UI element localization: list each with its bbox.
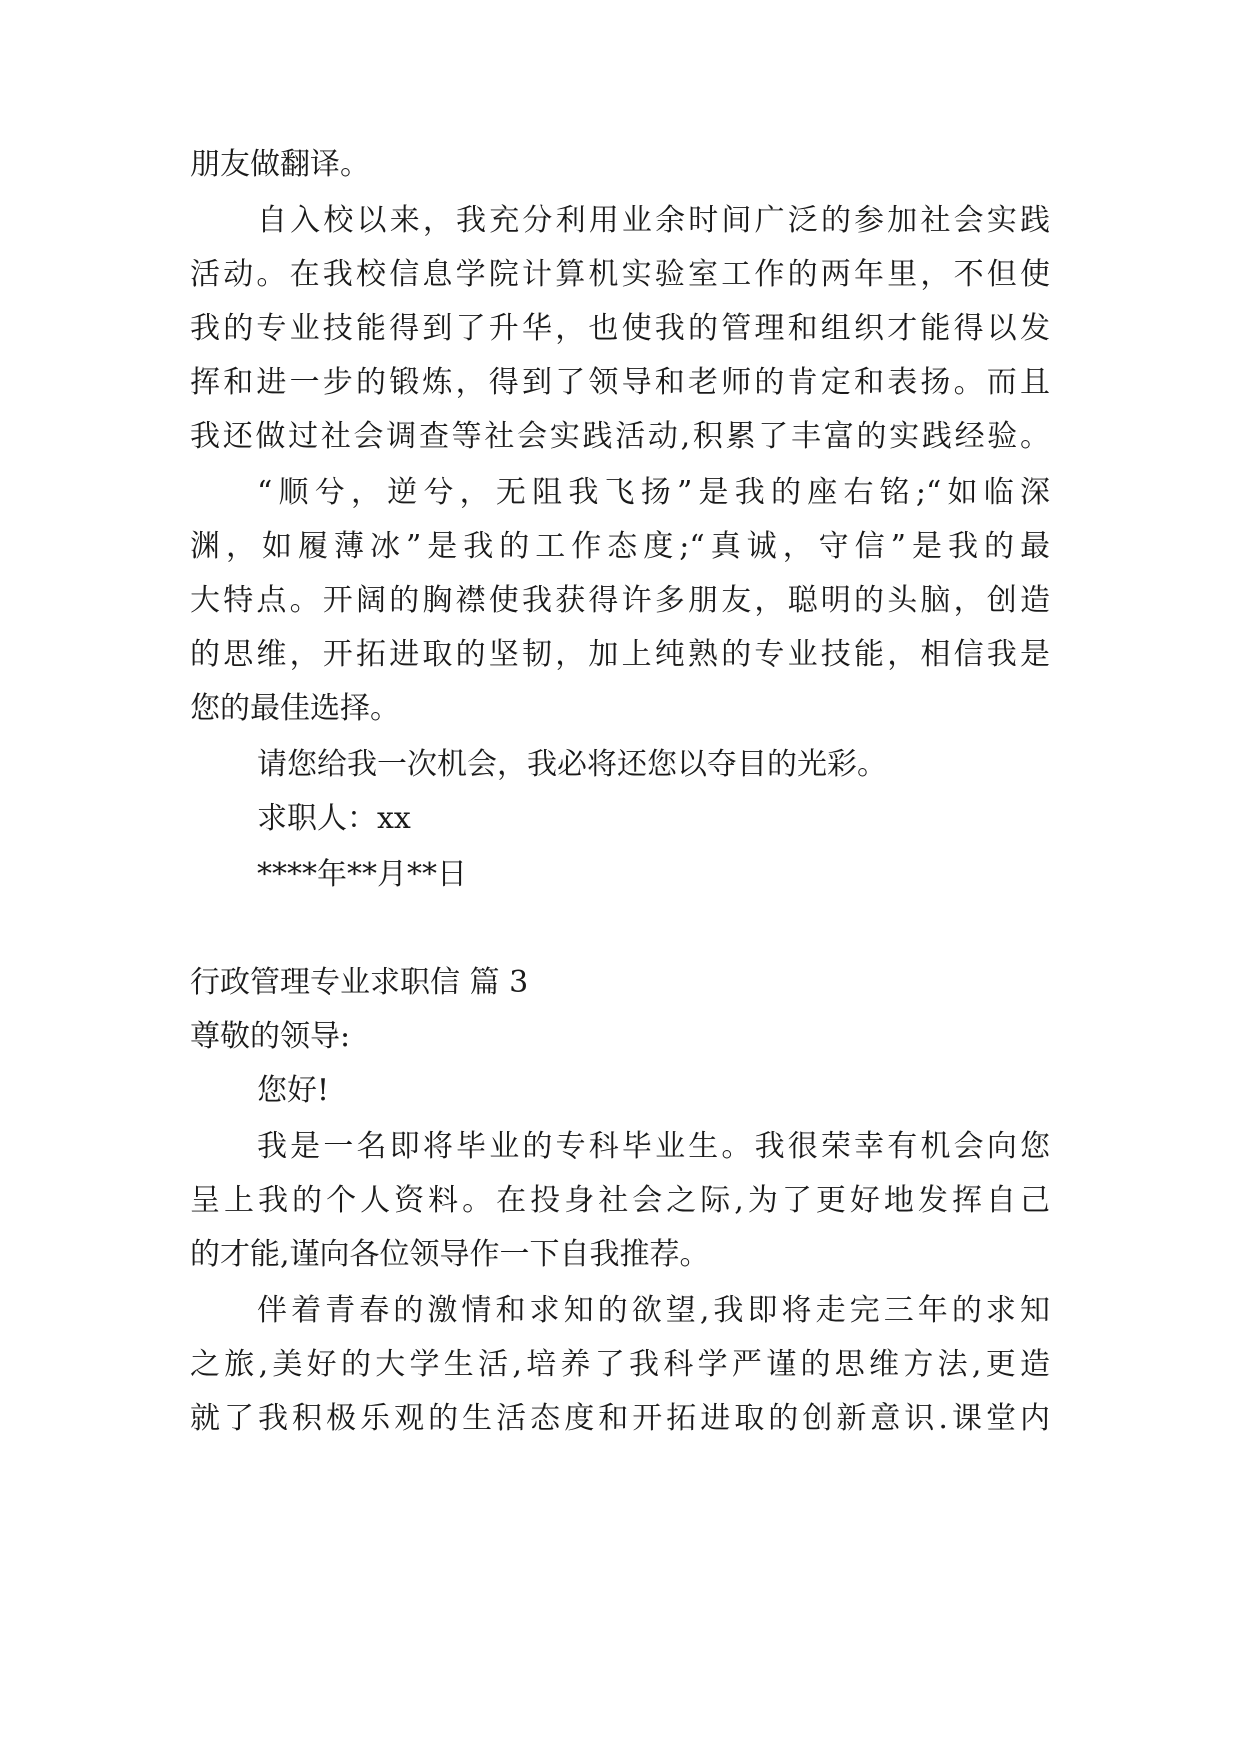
paragraph-line: 的才能,谨向各位领导作一下自我推荐。: [190, 1237, 710, 1272]
paragraph-line: 我是一名即将毕业的专科毕业生。我很荣幸有机会向您: [257, 1129, 1050, 1164]
paragraph-line: 我的专业技能得到了升华，也使我的管理和组织才能得以发: [190, 311, 1050, 346]
date: ****年**月**日: [257, 857, 467, 892]
paragraph-line: 就了我积极乐观的生活态度和开拓进取的创新意识.课堂内: [190, 1401, 1050, 1436]
paragraph-line: 朋友做翻译。: [190, 147, 370, 182]
paragraph-line: 挥和进一步的锻炼，得到了领导和老师的肯定和表扬。而且: [190, 365, 1050, 400]
paragraph-line: 伴着青春的激情和求知的欲望,我即将走完三年的求知: [257, 1293, 1050, 1328]
paragraph-line: 大特点。开阔的胸襟使我获得许多朋友，聪明的头脑，创造: [190, 583, 1050, 618]
signature: 求职人：xx: [257, 801, 411, 836]
paragraph-line: 呈上我的个人资料。在投身社会之际,为了更好地发挥自己: [190, 1183, 1050, 1218]
paragraph-line: 的思维，开拓进取的坚韧，加上纯熟的专业技能，相信我是: [190, 637, 1050, 672]
paragraph-line: 活动。在我校信息学院计算机实验室工作的两年里，不但使: [190, 257, 1050, 292]
paragraph-line: 自入校以来，我充分利用业余时间广泛的参加社会实践: [257, 203, 1050, 238]
paragraph-line: 渊，如履薄冰”是我的工作态度;“真诚，守信”是我的最: [190, 529, 1050, 564]
greeting: 您好!: [257, 1073, 330, 1108]
salutation: 尊敬的领导:: [190, 1019, 351, 1054]
section-title: 行政管理专业求职信 篇 3: [190, 965, 529, 1000]
paragraph-line: 您的最佳选择。: [190, 691, 400, 726]
paragraph-line: 我还做过社会调查等社会实践活动,积累了丰富的实践经验。: [190, 419, 1050, 454]
paragraph-line: 之旅,美好的大学生活,培养了我科学严谨的思维方法,更造: [190, 1347, 1050, 1382]
paragraph-line: 请您给我一次机会，我必将还您以夺目的光彩。: [257, 747, 887, 782]
paragraph-line: “顺兮，逆兮，无阻我飞扬”是我的座右铭;“如临深: [257, 475, 1050, 510]
